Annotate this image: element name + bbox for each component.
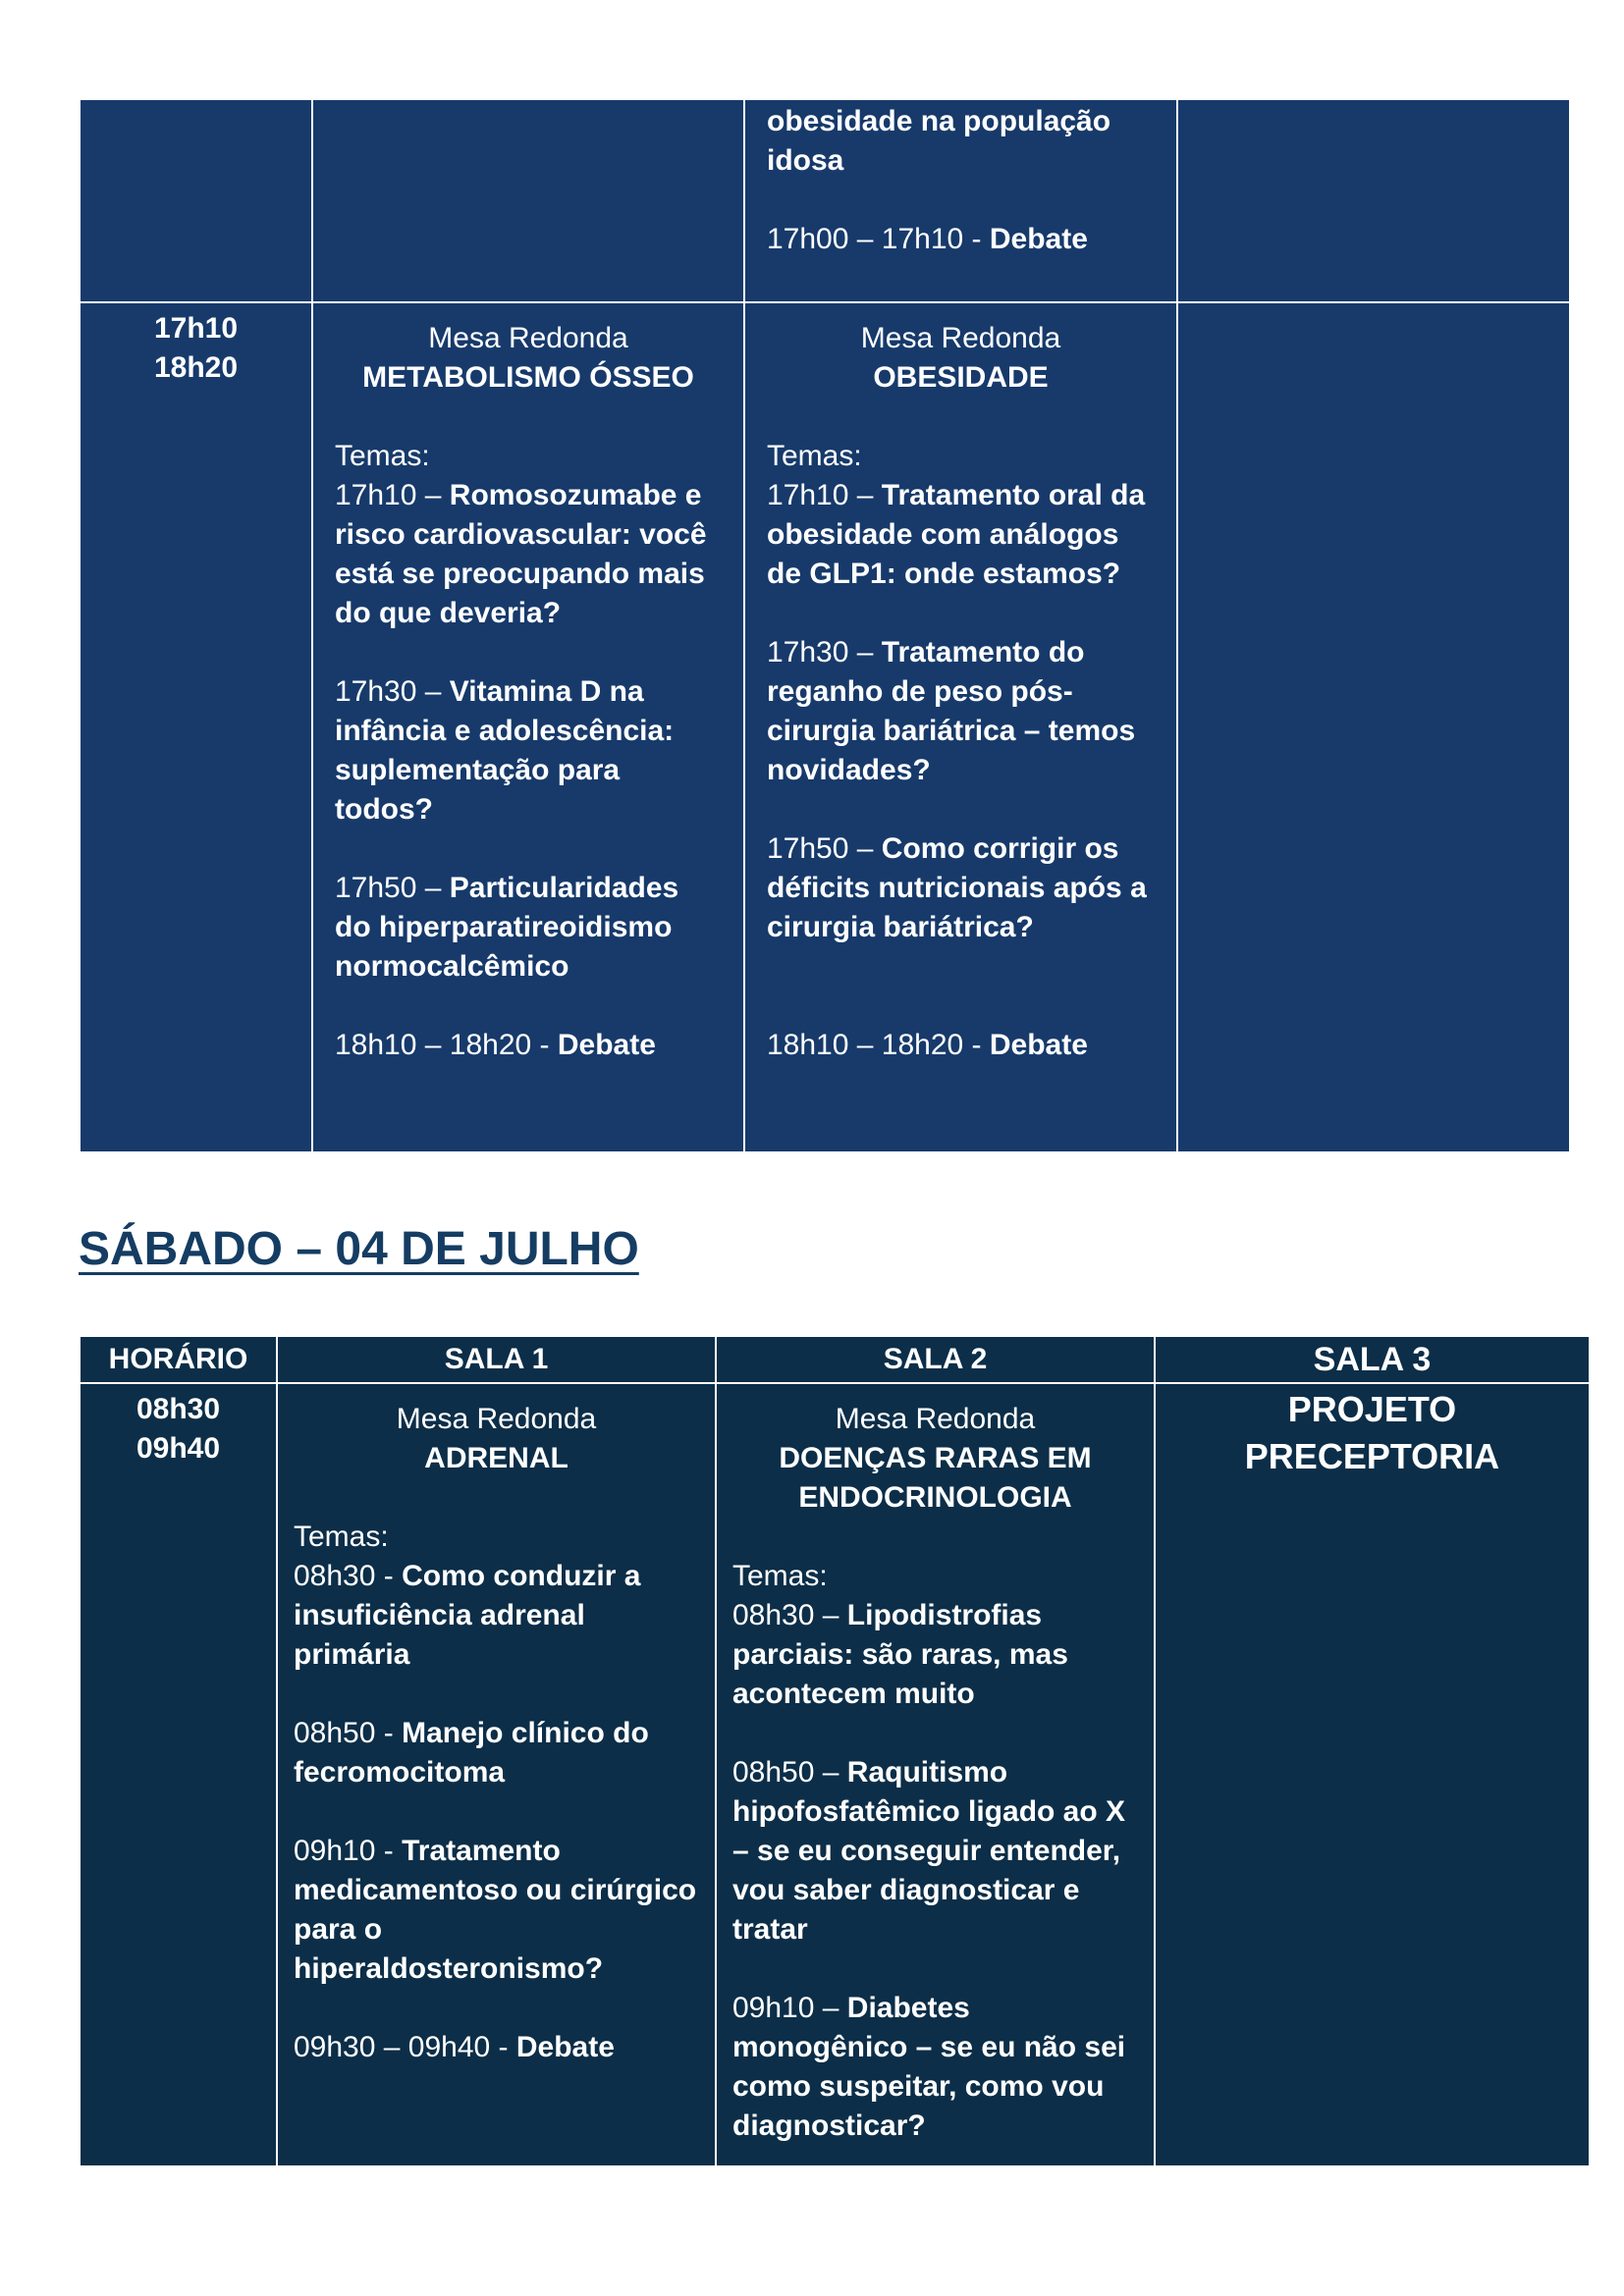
time-cell (80, 302, 312, 1152)
sala1-cell (312, 99, 744, 302)
debate-line: 18h10 – 18h20 - Debate (767, 1029, 1088, 1061)
talk-item: 09h10 - Tratamento medicamentoso ou cirúrgico para o hiperaldosteronismo? (294, 1835, 697, 1985)
time-start: 17h10 (153, 312, 239, 345)
sala2-cell (744, 302, 1177, 1152)
session-title: OBESIDADE (873, 361, 1049, 394)
schedule-table-saturday (79, 1335, 1591, 2167)
talk-title-continued: obesidade na população (767, 105, 1111, 137)
session-type: Mesa Redonda (835, 1403, 1036, 1435)
temas-label: Temas: (335, 440, 430, 472)
header-sala1: SALA 1 (277, 1336, 716, 1383)
header-sala3: SALA 3 (1155, 1336, 1590, 1383)
time-start: 08h30 (135, 1393, 221, 1425)
sala3-cell (1155, 1383, 1590, 2166)
talk-item: 08h30 - Como conduzir a insuficiência adrenal primária (294, 1560, 641, 1671)
sala2-cell (744, 99, 1177, 302)
session-title: ENDOCRINOLOGIA (798, 1481, 1072, 1514)
session-type: Mesa Redonda (396, 1403, 597, 1435)
talk-item: 17h30 – Tratamento do reganho de peso pós-cirurgia bariátrica – temos novidades? (767, 636, 1136, 786)
talk-item: 08h50 - Manejo clínico do fecromocitoma (294, 1717, 649, 1789)
sala3-cell (1177, 302, 1570, 1152)
sala3-cell (1177, 99, 1570, 302)
header-sala2: SALA 2 (716, 1336, 1155, 1383)
talk-item: 17h50 – Como corrigir os déficits nutricionais após a cirurgia bariátrica? (767, 832, 1147, 943)
debate-line: 17h00 – 17h10 - Debate (767, 223, 1088, 255)
time-cell (80, 1383, 277, 2166)
sala1-cell (312, 302, 744, 1152)
schedule-table-previous-day (79, 98, 1571, 1153)
temas-label: Temas: (767, 440, 862, 472)
talk-item: 17h30 – Vitamina D na infância e adolescência: suplementação para todos? (335, 675, 675, 826)
day-heading: SÁBADO – 04 DE JULHO (79, 1223, 639, 1275)
talk-title-continued: idosa (767, 144, 844, 177)
temas-label: Temas: (732, 1560, 828, 1592)
talk-item: 17h50 – Particularidades do hiperparatireoidismo normocalcêmico (335, 872, 679, 983)
temas-label: Temas: (294, 1521, 389, 1553)
time-end: 18h20 (153, 351, 239, 384)
sala2-cell (716, 1383, 1155, 2166)
sala3-title: PROJETO (1287, 1389, 1457, 1429)
session-type: Mesa Redonda (860, 322, 1061, 354)
talk-item: 08h30 – Lipodistrofias parciais: são raras, mas acontecem muito (732, 1599, 1068, 1710)
table-header-row (80, 1336, 1590, 1383)
session-title: METABOLISMO ÓSSEO (362, 361, 694, 394)
talk-item: 08h50 – Raquitismo hipofosfatêmico ligado ao X – se eu conseguir entender, vou saber diagnosticar e tratar (732, 1756, 1126, 1946)
talk-item: 09h10 – Diabetes monogênico – se eu não sei como suspeitar, como vou diagnosticar? (732, 1992, 1126, 2142)
time-cell (80, 99, 312, 302)
sala1-cell (277, 1383, 716, 2166)
table-row (80, 99, 1570, 302)
header-horario: HORÁRIO (80, 1336, 277, 1383)
session-type: Mesa Redonda (428, 322, 628, 354)
debate-line: 09h30 – 09h40 - Debate (294, 2031, 615, 2063)
debate-line: 18h10 – 18h20 - Debate (335, 1029, 656, 1061)
talk-item: 17h10 – Tratamento oral da obesidade com análogos de GLP1: onde estamos? (767, 479, 1146, 590)
sala3-title: PRECEPTORIA (1244, 1436, 1500, 1476)
session-title: DOENÇAS RARAS EM (779, 1442, 1092, 1474)
session-title: ADRENAL (424, 1442, 568, 1474)
time-end: 09h40 (135, 1432, 221, 1465)
table-row (80, 1383, 1590, 2166)
talk-item: 17h10 – Romosozumabe e risco cardiovascular: você está se preocupando mais do que deveria? (335, 479, 707, 629)
table-row (80, 302, 1570, 1152)
